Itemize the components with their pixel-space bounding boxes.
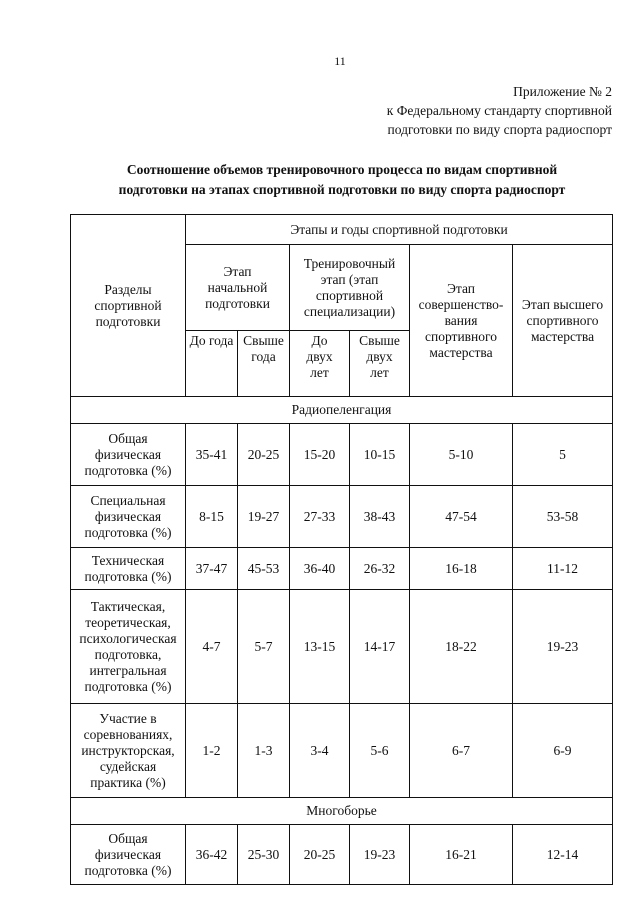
- table-row: [71, 548, 613, 590]
- value-cell: 19-27: [238, 486, 290, 548]
- value-cell: 38-43: [350, 486, 410, 548]
- table-row: [71, 825, 613, 885]
- value-cell: 25-30: [238, 825, 290, 885]
- section-title: Радиопеленгация: [71, 397, 613, 424]
- table-row: [71, 704, 613, 798]
- table-row: [71, 590, 613, 704]
- value-cell: 6-9: [513, 704, 613, 798]
- value-cell: 8-15: [186, 486, 238, 548]
- appendix-line-2: к Федеральному стандарту спортивной: [386, 103, 612, 118]
- value-cell: 19-23: [513, 590, 613, 704]
- training-ratio-table: [70, 214, 613, 885]
- title-line-2: подготовки на этапах спортивной подготовки по виду спорта радиоспорт: [118, 182, 566, 197]
- page-number: 11: [334, 54, 346, 68]
- value-cell: 27-33: [290, 486, 350, 548]
- value-cell: 36-42: [186, 825, 238, 885]
- stage-higher-header: Этап высшего спортивного мастерства: [513, 245, 613, 397]
- value-cell: 6-7: [410, 704, 513, 798]
- table-row: [71, 486, 613, 548]
- appendix-line-1: Приложение № 2: [513, 84, 612, 99]
- value-cell: 14-17: [350, 590, 410, 704]
- value-cell: 12-14: [513, 825, 613, 885]
- value-cell: 5-6: [350, 704, 410, 798]
- value-cell: 36-40: [290, 548, 350, 590]
- value-cell: 20-25: [290, 825, 350, 885]
- value-cell: 1-3: [238, 704, 290, 798]
- row-label: Общая физическая подготовка (%): [71, 825, 186, 885]
- value-cell: 1-2: [186, 704, 238, 798]
- value-cell: 53-58: [513, 486, 613, 548]
- value-cell: 16-21: [410, 825, 513, 885]
- value-cell: 35-41: [186, 424, 238, 486]
- stage-initial-header: Этап начальной подготовки: [186, 245, 290, 331]
- sections-header: Разделы спортивной подготовки: [71, 215, 186, 397]
- row-label: Техническая подготовка (%): [71, 548, 186, 590]
- value-cell: 5: [513, 424, 613, 486]
- appendix-header: [362, 82, 612, 139]
- value-cell: 3-4: [290, 704, 350, 798]
- section-row: [71, 798, 613, 825]
- value-cell: 18-22: [410, 590, 513, 704]
- appendix-line-3: подготовки по виду спорта радиоспорт: [387, 122, 612, 137]
- sub-training-2: Свыше двух лет: [350, 331, 410, 397]
- section-title: Многоборье: [71, 798, 613, 825]
- section-row: [71, 397, 613, 424]
- row-label: Тактическая, теоретическая, психологическая подготовка, интегральная подготовка (%): [71, 590, 186, 704]
- sub-initial-2: Свыше года: [238, 331, 290, 397]
- value-cell: 47-54: [410, 486, 513, 548]
- sub-initial-1: До года: [186, 331, 238, 397]
- value-cell: 20-25: [238, 424, 290, 486]
- value-cell: 16-18: [410, 548, 513, 590]
- document-title: [62, 160, 622, 200]
- row-label: Общая физическая подготовка (%): [71, 424, 186, 486]
- value-cell: 19-23: [350, 825, 410, 885]
- value-cell: 5-10: [410, 424, 513, 486]
- stage-improvement-header: Этап совершенство-вания спортивного мастерства: [410, 245, 513, 397]
- value-cell: 15-20: [290, 424, 350, 486]
- value-cell: 5-7: [238, 590, 290, 704]
- value-cell: 4-7: [186, 590, 238, 704]
- value-cell: 26-32: [350, 548, 410, 590]
- stages-header: Этапы и годы спортивной подготовки: [186, 215, 613, 245]
- value-cell: 37-47: [186, 548, 238, 590]
- title-line-1: Соотношение объемов тренировочного процесса по видам спортивной: [126, 162, 558, 177]
- value-cell: 10-15: [350, 424, 410, 486]
- row-label: Участие в соревнованиях, инструкторская, судейская практика (%): [71, 704, 186, 798]
- stage-training-header: Тренировочный этап (этап спортивной специализации): [290, 245, 410, 331]
- value-cell: 45-53: [238, 548, 290, 590]
- row-label: Специальная физическая подготовка (%): [71, 486, 186, 548]
- value-cell: 11-12: [513, 548, 613, 590]
- table-row: [71, 424, 613, 486]
- value-cell: 13-15: [290, 590, 350, 704]
- sub-training-1: До двух лет: [290, 331, 350, 397]
